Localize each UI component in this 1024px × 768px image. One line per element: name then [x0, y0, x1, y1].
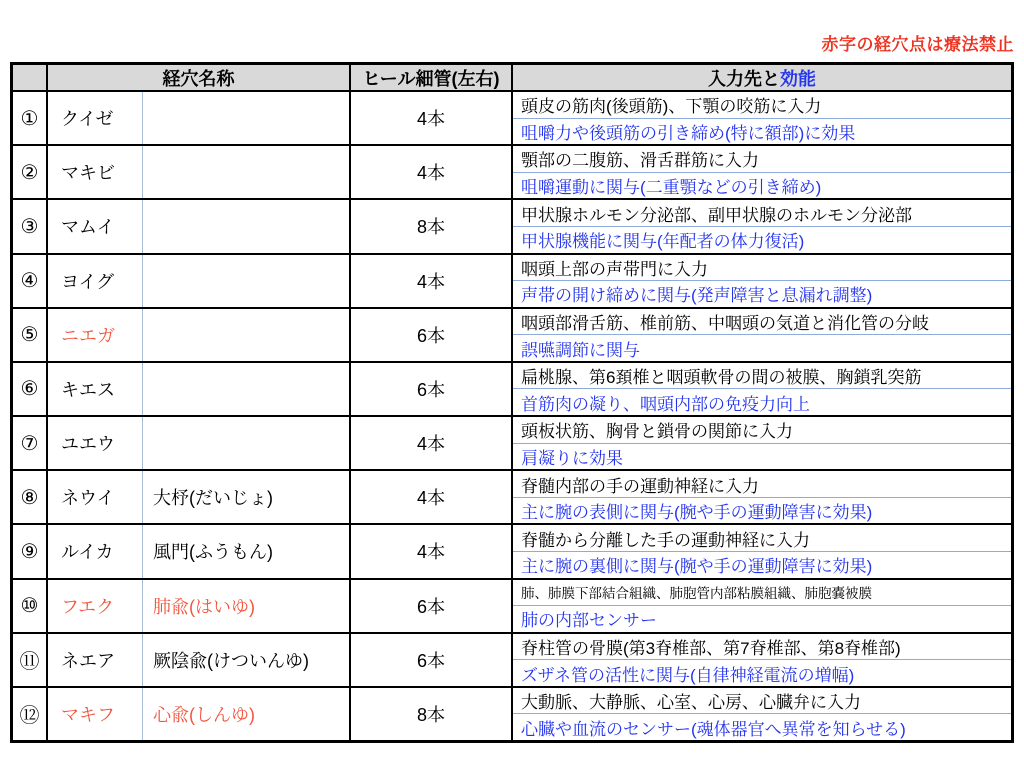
- effects-cell: [513, 255, 1011, 307]
- acupoint-kanji-name: [142, 200, 351, 252]
- input-target-text: 大動脈、大静脈、心室、心房、心臓弁に入力: [513, 688, 1011, 715]
- table-row: [13, 417, 1011, 471]
- input-target-text: 脊髄内部の手の運動神経に入力: [513, 471, 1011, 498]
- input-target-text: 脊髄から分離した手の運動神経に入力: [513, 525, 1011, 552]
- acupoint-kanji-name: 心兪(しんゆ): [142, 688, 351, 740]
- acupoint-kanji-name: [142, 309, 351, 361]
- tube-count: 4本: [351, 417, 513, 469]
- effects-cell: [513, 146, 1011, 198]
- effects-cell: [513, 200, 1011, 252]
- effect-text: 心臓や血流のセンサー(魂体器官へ異常を知らせる): [521, 719, 906, 739]
- effects-cell: [513, 417, 1011, 469]
- row-number: ⑩: [13, 580, 48, 632]
- input-target-text: 脊柱管の骨膜(第3脊椎部、第7脊椎部、第8脊椎部): [513, 634, 1011, 661]
- table-row: [13, 200, 1011, 254]
- input-target-text: 甲状腺ホルモン分泌部、副甲状腺のホルモン分泌部: [513, 200, 1011, 227]
- acupoint-kana-name: ルイカ: [61, 542, 114, 563]
- effects-cell: [513, 363, 1011, 415]
- header-input-and-effects: [513, 65, 1011, 90]
- effect-text: 主に腕の表側に関与(腕や手の運動障害に効果): [521, 503, 873, 523]
- header-effects-keyword: 効能: [780, 68, 816, 89]
- effects-cell: [513, 688, 1011, 740]
- tube-count: 4本: [351, 525, 513, 577]
- effect-text: 誤嚥調節に関与: [521, 340, 640, 360]
- table-row: [13, 688, 1011, 740]
- forbidden-note: 赤字の経穴点は療法禁止: [821, 35, 1014, 54]
- effect-text: 肺の内部センサー: [521, 611, 657, 631]
- acupoint-kana-name: ユエウ: [61, 434, 115, 455]
- tube-count: 8本: [351, 688, 513, 740]
- acupoint-kanji-name: [142, 363, 351, 415]
- acupoint-kana-name: ネウイ: [61, 488, 115, 509]
- tube-count: 8本: [351, 200, 513, 252]
- row-number: ⑫: [13, 688, 48, 740]
- input-target-text: 咽頭部滑舌筋、椎前筋、中咽頭の気道と消化管の分岐: [513, 309, 1011, 336]
- table-row: [13, 471, 1011, 525]
- effect-text: 首筋肉の凝り、咽頭内部の免疫力向上: [521, 394, 810, 414]
- acupoint-kana-name: ネエア: [61, 650, 115, 671]
- header-effects-prefix: 入力先と: [708, 68, 780, 89]
- tube-count: 4本: [351, 255, 513, 307]
- acupoint-kana-name: ヨイグ: [61, 271, 115, 292]
- table-row: [13, 363, 1011, 417]
- header-acupoint-name: 経穴名称: [48, 65, 351, 90]
- row-number: ②: [13, 146, 48, 198]
- tube-count: 4本: [351, 471, 513, 523]
- row-number: ⑤: [13, 309, 48, 361]
- acupoint-kana-name: マキフ: [61, 704, 115, 725]
- effect-text: 咀嚼運動に関与(二重顎などの引き締め): [521, 178, 822, 198]
- table-row: [13, 580, 1011, 634]
- effect-text: 肩凝りに効果: [521, 448, 623, 468]
- effects-cell: [513, 525, 1011, 577]
- tube-count: 4本: [351, 92, 513, 144]
- acupoint-kanji-name: [142, 255, 351, 307]
- table-row: [13, 634, 1011, 688]
- effects-cell: [513, 580, 1011, 632]
- row-number: ⑥: [13, 363, 48, 415]
- table-row: [13, 92, 1011, 146]
- acupoint-kana-name: クイゼ: [61, 109, 114, 130]
- acupoint-kanji-name: [142, 92, 351, 144]
- header-heel-tubes: ヒール細管(左右): [351, 65, 513, 90]
- row-number: ①: [13, 92, 48, 144]
- acupoint-kanji-name: 肺兪(はいゆ): [142, 580, 351, 632]
- table-header-row: [13, 65, 1011, 92]
- input-target-text: 頭皮の筋肉(後頭筋)、下顎の咬筋に入力: [513, 92, 1011, 119]
- input-target-text: 頭板状筋、胸骨と鎖骨の関節に入力: [513, 417, 1011, 444]
- effects-cell: [513, 309, 1011, 361]
- acupoint-kanji-name: [142, 146, 351, 198]
- tube-count: 6本: [351, 580, 513, 632]
- acupoint-kana-name: キエス: [61, 379, 115, 400]
- effects-cell: [513, 471, 1011, 523]
- acupoint-kana-name: フエク: [61, 596, 115, 617]
- acupoint-kana-name: マムイ: [61, 217, 115, 238]
- input-target-text: 肺、肺膜下部結合組織、肺胞管内部粘膜組織、肺胞嚢被膜: [513, 580, 1011, 607]
- table-body: [13, 92, 1011, 740]
- effect-text: 甲状腺機能に関与(年配者の体力復活): [521, 232, 805, 252]
- tube-count: 4本: [351, 146, 513, 198]
- acupoint-kana-name: ニエガ: [61, 325, 115, 346]
- effect-text: 声帯の開け締めに関与(発声障害と息漏れ調整): [521, 286, 873, 306]
- row-number: ③: [13, 200, 48, 252]
- table-row: [13, 309, 1011, 363]
- row-number: ⑪: [13, 634, 48, 686]
- effect-text: 咀嚼力や後頭筋の引き締め(特に額部)に効果: [521, 123, 856, 143]
- acupoint-kanji-name: 大杼(だいじょ): [142, 471, 351, 523]
- acupoint-kanji-name: [142, 417, 351, 469]
- effects-cell: [513, 634, 1011, 686]
- row-number: ⑦: [13, 417, 48, 469]
- header-number-cell: [13, 65, 48, 90]
- table-row: [13, 255, 1011, 309]
- input-target-text: 扁桃腺、第6頚椎と咽頭軟骨の間の被膜、胸鎖乳突筋: [513, 363, 1011, 390]
- row-number: ⑧: [13, 471, 48, 523]
- input-target-text: 咽頭上部の声帯門に入力: [513, 255, 1011, 282]
- tube-count: 6本: [351, 634, 513, 686]
- table-row: [13, 525, 1011, 579]
- row-number: ⑨: [13, 525, 48, 577]
- table-row: [13, 146, 1011, 200]
- acupoint-table: [10, 62, 1014, 743]
- tube-count: 6本: [351, 363, 513, 415]
- acupoint-kanji-name: 風門(ふうもん): [142, 525, 351, 577]
- input-target-text: 顎部の二腹筋、滑舌群筋に入力: [513, 146, 1011, 173]
- acupoint-kanji-name: 厥陰兪(けついんゆ): [142, 634, 351, 686]
- effects-cell: [513, 92, 1011, 144]
- row-number: ④: [13, 255, 48, 307]
- tube-count: 6本: [351, 309, 513, 361]
- effect-text: ズザネ管の活性に関与(自律神経電流の増幅): [521, 665, 855, 685]
- effect-text: 主に腕の裏側に関与(腕や手の運動障害に効果): [521, 557, 873, 577]
- acupoint-kana-name: マキビ: [61, 163, 115, 184]
